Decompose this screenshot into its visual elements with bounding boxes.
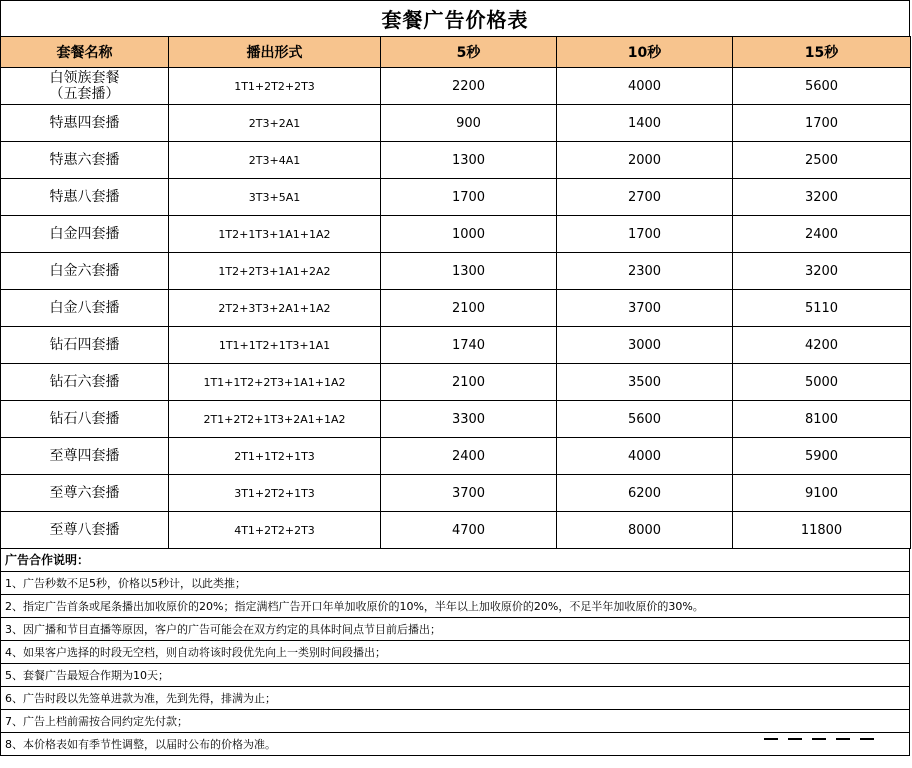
broadcast-form-cell: 3T1+2T2+1T3 — [169, 475, 381, 512]
price-10s-cell: 5600 — [557, 401, 733, 438]
price-15s-cell: 2400 — [733, 216, 911, 253]
package-name-cell: 白金四套播 — [1, 216, 169, 253]
package-name-cell: 特惠四套播 — [1, 105, 169, 142]
sheet-title: 套餐广告价格表 — [0, 0, 910, 36]
table-row — [1, 475, 911, 512]
header-5s: 5秒 — [381, 37, 557, 68]
dash-mark — [836, 738, 850, 740]
price-10s-cell: 4000 — [557, 438, 733, 475]
package-name-cell: 至尊六套播 — [1, 475, 169, 512]
price-5s-cell: 900 — [381, 105, 557, 142]
price-5s-cell: 2100 — [381, 290, 557, 327]
package-name-cell: 至尊四套播 — [1, 438, 169, 475]
package-name-cell: 钻石四套播 — [1, 327, 169, 364]
table-row — [1, 327, 911, 364]
table-row — [1, 438, 911, 475]
price-10s-cell: 6200 — [557, 475, 733, 512]
price-5s-cell: 2200 — [381, 68, 557, 105]
broadcast-form-cell: 4T1+2T2+2T3 — [169, 512, 381, 549]
note-item: 7、广告上档前需按合同约定先付款； — [0, 710, 910, 733]
price-15s-cell: 3200 — [733, 253, 911, 290]
package-name-cell: 白领族套餐 （五套播） — [1, 68, 169, 105]
table-row — [1, 401, 911, 438]
price-table — [0, 36, 911, 549]
price-15s-cell: 2500 — [733, 142, 911, 179]
notes-section — [0, 549, 910, 756]
package-name-cell: 钻石六套播 — [1, 364, 169, 401]
price-15s-cell: 11800 — [733, 512, 911, 549]
price-10s-cell: 2000 — [557, 142, 733, 179]
table-row — [1, 364, 911, 401]
broadcast-form-cell: 2T1+2T2+1T3+2A1+1A2 — [169, 401, 381, 438]
price-10s-cell: 1700 — [557, 216, 733, 253]
package-name-cell: 白金八套播 — [1, 290, 169, 327]
price-15s-cell: 4200 — [733, 327, 911, 364]
note-item: 6、广告时段以先签单进款为准，先到先得，排满为止； — [0, 687, 910, 710]
dash-mark — [764, 738, 778, 740]
dash-marks — [764, 738, 874, 740]
price-5s-cell: 4700 — [381, 512, 557, 549]
broadcast-form-cell: 2T3+4A1 — [169, 142, 381, 179]
notes-title: 广告合作说明： — [0, 549, 910, 572]
price-5s-cell: 2100 — [381, 364, 557, 401]
note-item: 4、如果客户选择的时段无空档，则自动将该时段优先向上一类别时间段播出； — [0, 641, 910, 664]
dash-mark — [788, 738, 802, 740]
note-item: 8、本价格表如有季节性调整，以届时公布的价格为准。 — [0, 733, 910, 756]
package-name-cell: 钻石八套播 — [1, 401, 169, 438]
broadcast-form-cell: 1T1+1T2+2T3+1A1+1A2 — [169, 364, 381, 401]
price-15s-cell: 5900 — [733, 438, 911, 475]
price-15s-cell: 5000 — [733, 364, 911, 401]
header-row — [1, 37, 911, 68]
price-10s-cell: 4000 — [557, 68, 733, 105]
broadcast-form-cell: 1T2+1T3+1A1+1A2 — [169, 216, 381, 253]
price-10s-cell: 1400 — [557, 105, 733, 142]
package-name-cell: 特惠八套播 — [1, 179, 169, 216]
header-package-name: 套餐名称 — [1, 37, 169, 68]
table-row — [1, 253, 911, 290]
table-row — [1, 216, 911, 253]
table-row — [1, 290, 911, 327]
package-name-cell: 特惠六套播 — [1, 142, 169, 179]
header-10s: 10秒 — [557, 37, 733, 68]
price-10s-cell: 3000 — [557, 327, 733, 364]
price-5s-cell: 1740 — [381, 327, 557, 364]
price-15s-cell: 8100 — [733, 401, 911, 438]
price-5s-cell: 1000 — [381, 216, 557, 253]
broadcast-form-cell: 2T3+2A1 — [169, 105, 381, 142]
price-5s-cell: 3700 — [381, 475, 557, 512]
dash-mark — [860, 738, 874, 740]
broadcast-form-cell: 2T2+3T3+2A1+1A2 — [169, 290, 381, 327]
price-15s-cell: 5600 — [733, 68, 911, 105]
package-name-cell: 至尊八套播 — [1, 512, 169, 549]
price-5s-cell: 1300 — [381, 142, 557, 179]
note-item: 1、广告秒数不足5秒，价格以5秒计，以此类推； — [0, 572, 910, 595]
price-15s-cell: 9100 — [733, 475, 911, 512]
table-row — [1, 68, 911, 105]
price-10s-cell: 2300 — [557, 253, 733, 290]
header-broadcast-form: 播出形式 — [169, 37, 381, 68]
price-10s-cell: 3500 — [557, 364, 733, 401]
price-15s-cell: 5110 — [733, 290, 911, 327]
price-5s-cell: 2400 — [381, 438, 557, 475]
note-item: 3、因广播和节目直播等原因，客户的广告可能会在双方约定的具体时间点节目前后播出； — [0, 618, 910, 641]
note-item: 2、指定广告首条或尾条播出加收原价的20%；指定满档广告开口年单加收原价的10%，半年以上加收原价的20%，不足半年加收原价的30%。 — [0, 595, 910, 618]
price-5s-cell: 1700 — [381, 179, 557, 216]
price-10s-cell: 3700 — [557, 290, 733, 327]
dash-mark — [812, 738, 826, 740]
note-item: 5、套餐广告最短合作期为10天； — [0, 664, 910, 687]
broadcast-form-cell: 1T1+2T2+2T3 — [169, 68, 381, 105]
price-15s-cell: 3200 — [733, 179, 911, 216]
broadcast-form-cell: 1T1+1T2+1T3+1A1 — [169, 327, 381, 364]
table-row — [1, 142, 911, 179]
table-row — [1, 179, 911, 216]
table-row — [1, 512, 911, 549]
price-5s-cell: 1300 — [381, 253, 557, 290]
broadcast-form-cell: 3T3+5A1 — [169, 179, 381, 216]
price-5s-cell: 3300 — [381, 401, 557, 438]
package-name-cell: 白金六套播 — [1, 253, 169, 290]
price-10s-cell: 8000 — [557, 512, 733, 549]
price-15s-cell: 1700 — [733, 105, 911, 142]
price-10s-cell: 2700 — [557, 179, 733, 216]
broadcast-form-cell: 2T1+1T2+1T3 — [169, 438, 381, 475]
header-15s: 15秒 — [733, 37, 911, 68]
broadcast-form-cell: 1T2+2T3+1A1+2A2 — [169, 253, 381, 290]
table-row — [1, 105, 911, 142]
